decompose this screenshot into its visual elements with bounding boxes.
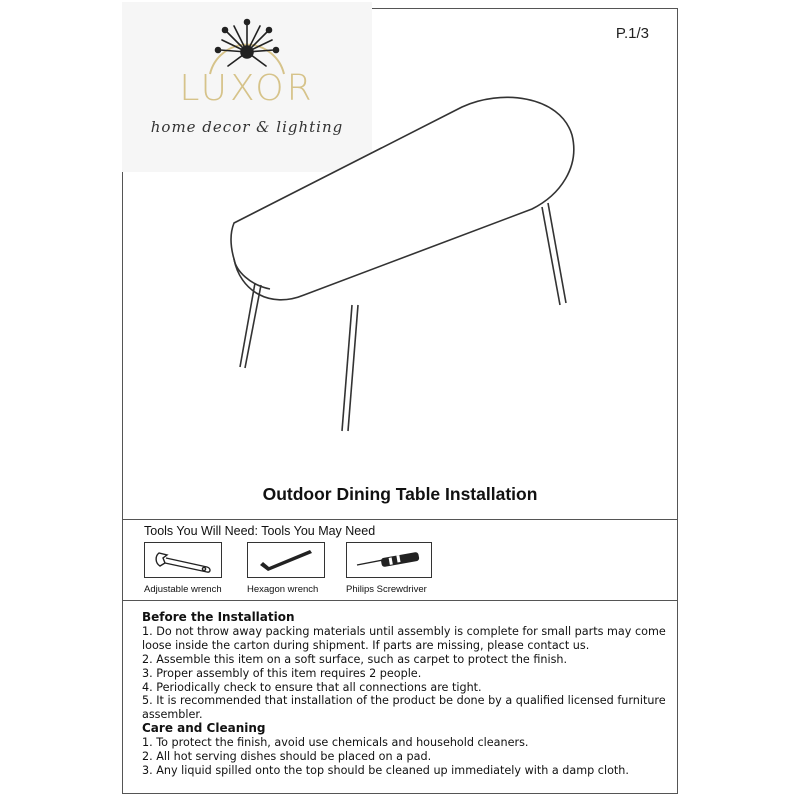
logo-tagline: home decor & lighting: [150, 118, 344, 136]
before-item: 5. It is recommended that installation of the product be done by a qualified licensed furniture assembler.: [142, 694, 666, 722]
tool-label: Philips Screwdriver: [346, 584, 427, 595]
table-illustration: [200, 95, 620, 465]
tool-label: Adjustable wrench: [144, 584, 222, 595]
before-item: 3. Proper assembly of this item requires 2 people.: [142, 666, 422, 680]
page-title: Outdoor Dining Table Installation: [262, 484, 538, 504]
wrench-icon: [151, 547, 215, 573]
tools-section: [122, 519, 678, 601]
before-item: 4. Periodically check to ensure that all connections are tight.: [142, 680, 482, 694]
before-item: 1. Do not throw away packing materials until assembly is complete for small parts may come loose inside the carton during shipment. If parts are missing, please contact us.: [142, 624, 666, 652]
screwdriver-icon: [353, 547, 425, 573]
page-number: P.1/3: [615, 25, 649, 42]
care-item: 2. All hot serving dishes should be placed on a pad.: [142, 750, 432, 764]
tool-philips-screwdriver: [346, 542, 432, 595]
instructions-text: [142, 611, 668, 778]
logo-wordmark: LUXOR: [179, 68, 315, 109]
before-installation-heading: Before the Installation: [142, 610, 295, 624]
tool-adjustable-wrench: [144, 542, 222, 595]
before-item: 2. Assemble this item on a soft surface, such as carpet to protect the finish.: [142, 652, 568, 666]
care-item: 3. Any liquid spilled onto the top should be cleaned up immediately with a damp cloth.: [142, 763, 629, 777]
tools-heading: Tools You Will Need: Tools You May Need: [144, 524, 376, 538]
hex-key-icon: [254, 547, 318, 573]
care-item: 1. To protect the finish, avoid use chemicals and household cleaners.: [142, 736, 529, 750]
care-cleaning-heading: Care and Cleaning: [142, 721, 266, 736]
tool-hexagon-wrench: [247, 542, 325, 595]
tool-label: Hexagon wrench: [247, 584, 319, 595]
